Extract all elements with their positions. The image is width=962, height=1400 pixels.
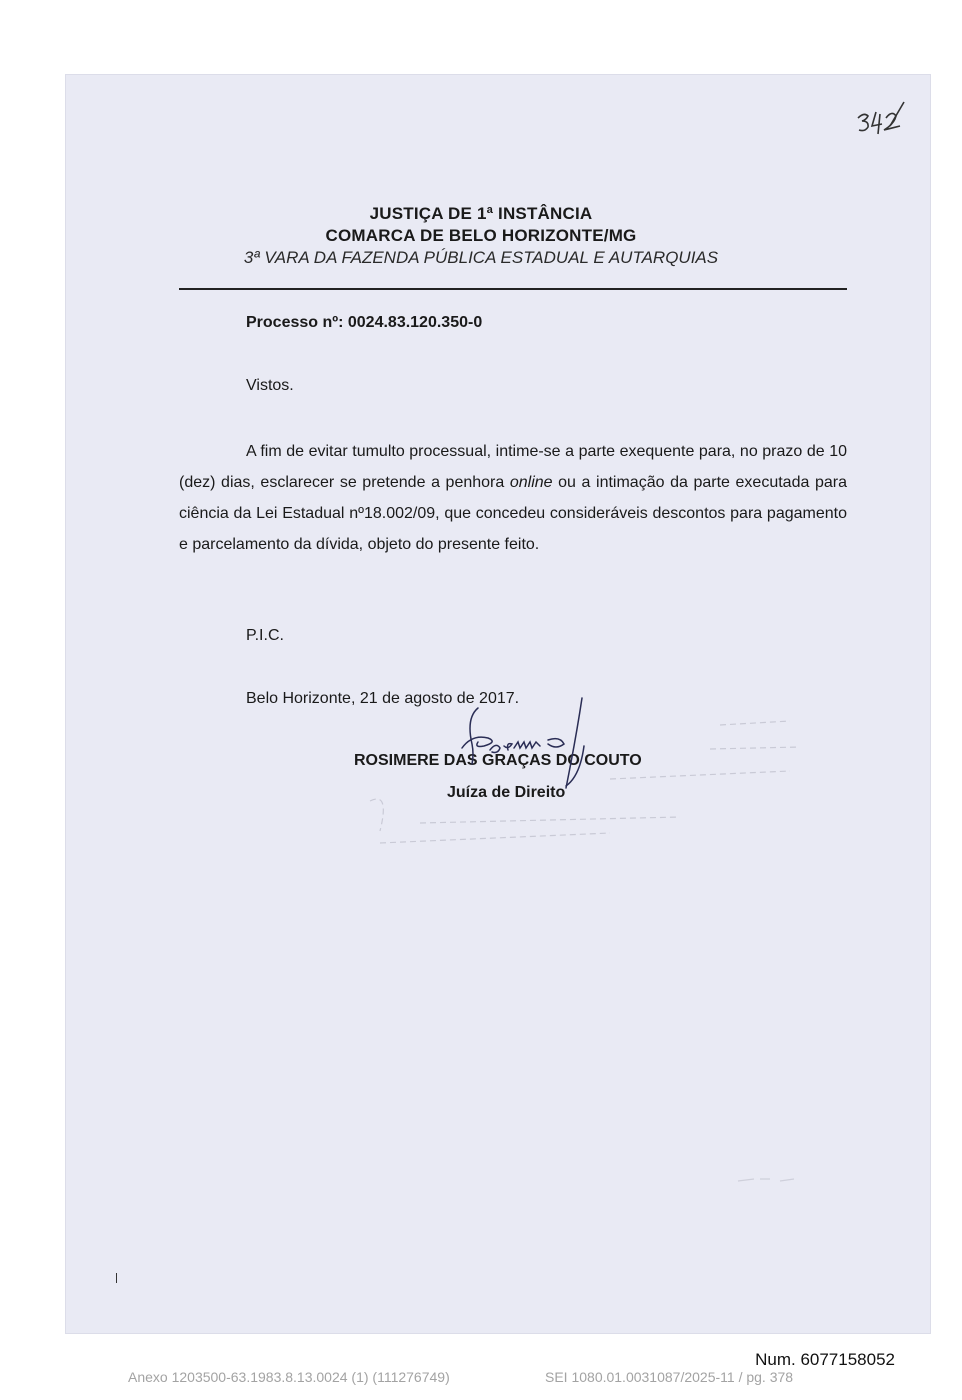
footer-annex: Anexo 1203500-63.1983.8.13.0024 (1) (111276749) [128, 1369, 450, 1385]
body-paragraph [179, 436, 847, 560]
court-district: COMARCA DE BELO HORIZONTE/MG [325, 226, 637, 245]
court-instance: JUSTIÇA DE 1ª INSTÂNCIA [369, 204, 593, 223]
place-and-date: Belo Horizonte, 21 de agosto de 2017. [246, 690, 520, 707]
body-text-italic: online [509, 474, 553, 491]
closing: P.I.C. [246, 627, 284, 644]
body-text-part-1: A fim de evitar tumulto processual, intime-se a parte exequente para, no prazo de 10 (dez) dias, esclarecer se pretende a penhora [179, 443, 847, 491]
process-number: Processo nº: 0024.83.120.350-0 [246, 314, 483, 331]
footer-sei: SEI 1080.01.0031087/2025-11 / pg. 378 [545, 1369, 794, 1385]
document-number: Num. 6077158052 [755, 1350, 895, 1369]
judge-name: ROSIMERE DAS GRAÇAS DO COUTO [354, 752, 642, 769]
court-header [0, 203, 962, 269]
body-text-part-3: ou a intimação da parte executada para ciência da Lei Estadual nº18.002/09, que concedeu consideráveis descontos para pagamento e parcelamento da dívida, objeto do presente feito. [179, 474, 847, 553]
handwritten-folio-number [850, 96, 910, 140]
greeting: Vistos. [246, 377, 294, 394]
faded-stamp-mark [730, 1165, 810, 1195]
judge-title: Juíza de Direito [447, 784, 566, 801]
handwritten-signature [448, 690, 608, 800]
margin-mark [116, 1273, 117, 1283]
header-divider [179, 288, 847, 290]
court-division: 3ª VARA DA FAZENDA PÚBLICA ESTADUAL E AUTARQUIAS [243, 248, 719, 267]
